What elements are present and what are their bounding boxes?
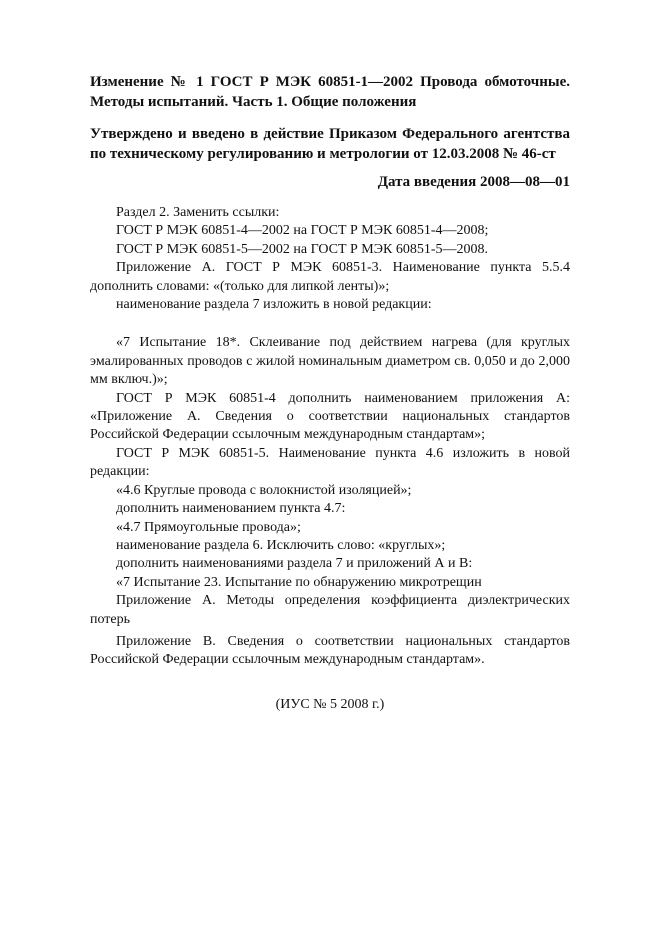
paragraph: ГОСТ Р МЭК 60851-4 дополнить наименованием приложения А: «Приложение А. Сведения о соответствии национальных стандартов Российской Федерации ссылочным международным стандартам»; [90,390,570,443]
issue-reference: (ИУС № 5 2008 г.) [275,696,385,712]
approval-statement: Утверждено и введено в действие Приказом Федерального агентства по техническому регулированию и метрологии от 12.03.2008 № 46-ст [90,126,570,162]
paragraph-gap [90,314,570,334]
paragraph: дополнить наименованием пункта 4.7: [116,501,346,517]
paragraph: дополнить наименованиями раздела 7 и приложений А и В: [116,556,473,572]
paragraph: Приложение В. Сведения о соответствии национальных стандартов Российской Федерации ссылочным международным стандартам». [90,633,570,668]
paragraph: «7 Испытание 18*. Склеивание под действием нагрева (для круглых эмалированных проводов с жилой номинальным диаметром св. 0,050 и до 2,000 мм включ.)»; [90,335,570,388]
document-page [90,72,570,728]
effective-date: Дата введения 2008—08—01 [377,174,570,190]
paragraph: Раздел 2. Заменить ссылки: [116,205,280,220]
paragraph: наименование раздела 6. Исключить слово: «круглых»; [116,537,446,553]
document-body [90,204,570,714]
paragraph: ГОСТ Р МЭК 60851-5. Наименование пункта 4.6 изложить в новой редакции: [90,445,570,480]
paragraph: ГОСТ Р МЭК 60851-5—2002 на ГОСТ Р МЭК 60851-5—2008. [116,241,488,257]
paragraph: «4.7 Прямоугольные провода»; [116,519,301,535]
paragraph: ГОСТ Р МЭК 60851-4—2002 на ГОСТ Р МЭК 60851-4—2008; [116,223,489,239]
paragraph: «7 Испытание 23. Испытание по обнаружению микротрещин [116,574,482,590]
paragraph: «4.6 Круглые провода с волокнистой изоляцией»; [116,482,412,498]
paragraph: Приложение А. Методы определения коэффициента диэлектрических потерь [90,593,570,627]
document-title: Изменение № 1 ГОСТ Р МЭК 60851-1—2002 Провода обмоточные. Методы испытаний. Часть 1. Общие положения [90,74,570,110]
paragraph: Приложение А. ГОСТ Р МЭК 60851-3. Наименование пункта 5.5.4 дополнить словами: «(только для липкой ленты)»; [90,260,570,294]
paragraph: наименование раздела 7 изложить в новой редакции: [116,297,432,313]
